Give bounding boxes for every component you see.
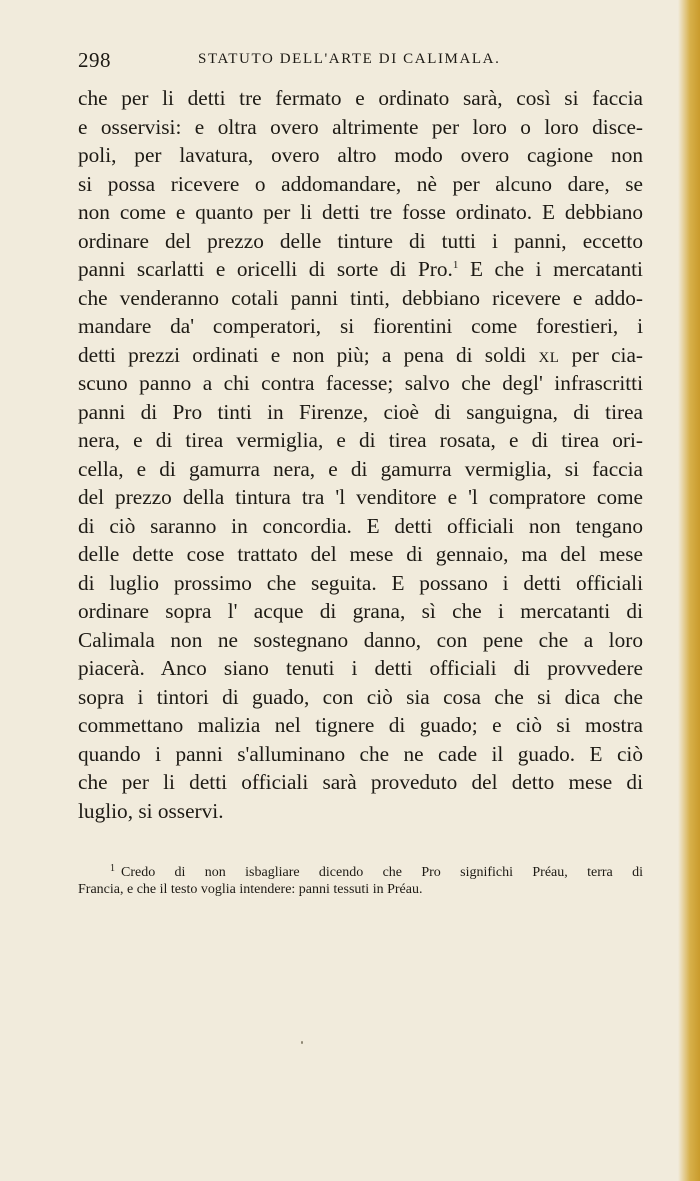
footnote-mark: 1 bbox=[110, 863, 115, 874]
text-line: di luglio prossimo che seguita. E possano i detti officiali bbox=[78, 570, 643, 595]
paper-speck bbox=[301, 1041, 303, 1044]
text-line bbox=[78, 255, 643, 284]
text-line: e osservisi: e oltra overo altrimente per loro o loro disce- bbox=[78, 114, 643, 139]
text-line: panni di Pro tinti in Firenze, cioè di sanguigna, di tirea bbox=[78, 399, 643, 424]
footnote-text: Credo di non isbagliare dicendo che Pro significhi Préau, terra di bbox=[121, 865, 643, 880]
text-segment: detti prezzi ordinati e non più; a pena di soldi bbox=[78, 342, 527, 367]
text-segment: E che i mercatanti bbox=[458, 257, 643, 281]
text-line: delle dette cose trattato del mese di gennaio, ma del mese bbox=[78, 542, 643, 566]
text-line: ordinare del prezzo delle tinture di tutti i panni, eccetto bbox=[78, 228, 643, 253]
running-title: STATUTO DELL'ARTE DI CALIMALA. bbox=[198, 51, 501, 67]
text-line: che per li detti tre fermato e ordinato sarà, così si faccia bbox=[78, 86, 643, 110]
page-header bbox=[78, 48, 643, 74]
text-line: di ciò saranno in concordia. E detti officiali non tengano bbox=[78, 513, 643, 538]
text-line: cella, e di gamurra nera, e di gamurra vermiglia, si faccia bbox=[78, 456, 643, 481]
text-line: che venderanno cotali panni tinti, debbiano ricevere e addo- bbox=[78, 285, 643, 310]
text-line: quando i panni s'alluminano che ne cade il guado. E ciò bbox=[78, 741, 643, 766]
text-line: mandare da' comperatori, si fiorentini come forestieri, i bbox=[78, 314, 643, 338]
page-edge bbox=[678, 0, 700, 1181]
footnote-line: Francia, e che il testo voglia intendere: panni tessuti in Préau. bbox=[78, 882, 423, 897]
text-line: nera, e di tirea vermiglia, e di tirea rosata, e di tirea ori- bbox=[78, 428, 643, 452]
text-line: piacerà. Anco siano tenuti i detti officiali di provvedere bbox=[78, 656, 643, 680]
body-text bbox=[78, 84, 643, 825]
text-line: che per li detti officiali sarà proveduto del detto mese di bbox=[78, 770, 643, 794]
page-number: 298 bbox=[78, 48, 111, 72]
text-line: scuno panno a chi contra facesse; salvo che degl' infrascritti bbox=[78, 371, 643, 395]
text-segment: per cia- bbox=[559, 342, 643, 367]
text-line bbox=[78, 341, 643, 370]
footnote bbox=[78, 858, 643, 900]
text-line: sopra i tintori di guado, con ciò sia cosa che si dica che bbox=[78, 684, 643, 709]
footnote-reference: 1 bbox=[452, 259, 459, 271]
footnote-line bbox=[78, 858, 643, 879]
text-line: ordinare sopra l' acque di grana, sì che i mercatanti di bbox=[78, 599, 643, 623]
text-line: si possa ricevere o addomandare, nè per alcuno dare, se bbox=[78, 171, 643, 196]
text-line: commettano malizia nel tignere di guado; e ciò si mostra bbox=[78, 713, 643, 737]
text-line: del prezzo della tintura tra 'l venditore e 'l compratore come bbox=[78, 485, 643, 509]
text-segment: panni scarlatti e oricelli di sorte di Pro. bbox=[78, 257, 453, 281]
roman-numeral: XL bbox=[538, 349, 560, 366]
text-line: Calimala non ne sostegnano danno, con pene che a loro bbox=[78, 627, 643, 652]
text-line: poli, per lavatura, overo altro modo overo cagione non bbox=[78, 143, 643, 167]
text-line: luglio, si osservi. bbox=[78, 798, 224, 823]
text-line: non come e quanto per li detti tre fosse ordinato. E debbiano bbox=[78, 200, 643, 224]
